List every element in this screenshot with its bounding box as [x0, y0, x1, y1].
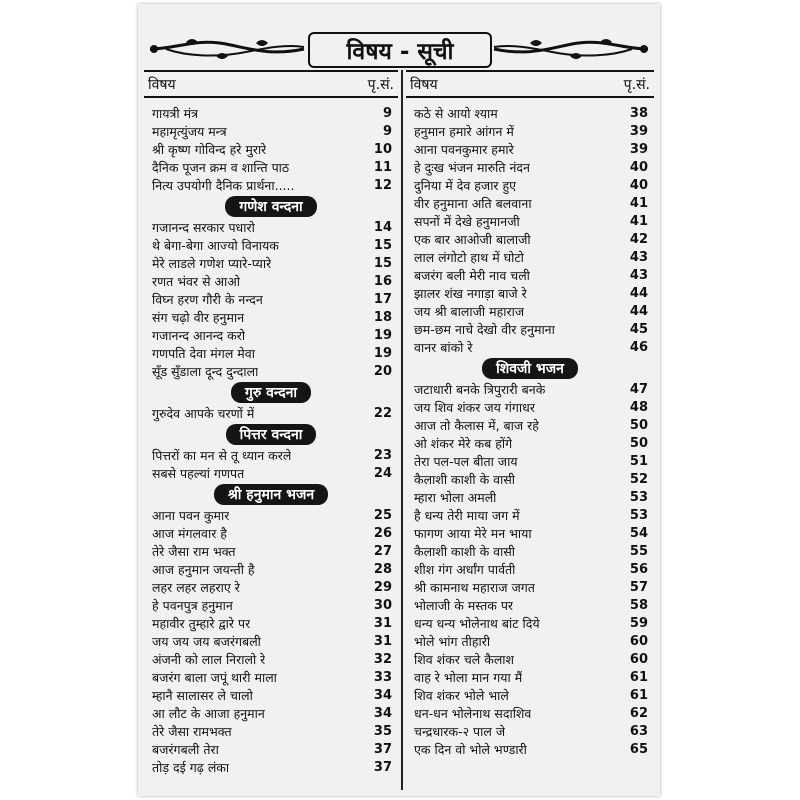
- entry-title: सूँड सुँडाला दून्द दुन्दाला: [152, 363, 259, 379]
- entry-title: रणत भंवर से आओ: [152, 273, 241, 289]
- entry-page-number: 53: [629, 507, 648, 523]
- entry-title: श्री कामनाथ महाराज जगत: [414, 579, 535, 595]
- entry-title: सबसे पहल्यां गणपत: [152, 465, 245, 481]
- entry-title: जय श्री बालाजी महाराज: [414, 303, 525, 319]
- toc-entry: [406, 338, 654, 356]
- toc-entry: [144, 704, 398, 722]
- right-entries: [406, 104, 654, 758]
- entry-page-number: 10: [373, 141, 392, 157]
- entry-title: जटाधारी बनके त्रिपुरारी बनके: [414, 381, 546, 397]
- entry-title: मेरे लाडले गणेश प्यारे-प्यारे: [152, 255, 272, 271]
- entry-title: नित्य उपयोगी दैनिक प्रार्थना.....: [152, 177, 295, 193]
- right-column-header: [406, 70, 654, 98]
- toc-entry: [406, 398, 654, 416]
- entry-title: आ लौट के आजा हनुमान: [152, 705, 265, 721]
- entry-title: म्हानै सालासर ले चालो: [152, 687, 253, 703]
- toc-entry: [144, 236, 398, 254]
- toc-entry: [144, 272, 398, 290]
- entry-page-number: 46: [629, 339, 648, 355]
- toc-entry: [406, 122, 654, 140]
- toc-entry: [144, 446, 398, 464]
- entry-title: हे दुःख भंजन मारुति नंदन: [414, 159, 530, 175]
- toc-entry: [144, 308, 398, 326]
- toc-entry: [144, 158, 398, 176]
- entry-title: गुरुदेव आपके चरणों में: [152, 405, 255, 421]
- toc-entry: [406, 416, 654, 434]
- right-column: [406, 70, 654, 790]
- entry-title: तेरे जैसा रामभक्त: [152, 723, 232, 739]
- entry-page-number: 22: [373, 405, 392, 421]
- toc-entry: [406, 176, 654, 194]
- toc-entry: [406, 194, 654, 212]
- entry-page-number: 40: [629, 177, 648, 193]
- toc-entry: [406, 650, 654, 668]
- entry-page-number: 28: [373, 561, 392, 577]
- entry-page-number: 9: [382, 123, 392, 139]
- entry-page-number: 50: [629, 435, 648, 451]
- entry-title: शीश गंग अर्धांग पार्वती: [414, 561, 516, 577]
- toc-entry: [406, 266, 654, 284]
- toc-entry: [406, 104, 654, 122]
- section-heading: [144, 195, 398, 217]
- entry-title: आज तो कैलास में, बाज रहे: [414, 417, 539, 433]
- book-page: [138, 4, 660, 796]
- entry-page-number: 51: [629, 453, 648, 469]
- entry-title: वीर हनुमाना अति बलवाना: [414, 195, 532, 211]
- entry-page-number: 29: [373, 579, 392, 595]
- section-heading: [406, 357, 654, 379]
- toc-entry: [144, 740, 398, 758]
- entry-title: सपनों में देखे हनुमानजी: [414, 213, 520, 229]
- toc-entry: [406, 614, 654, 632]
- toc-entry: [144, 122, 398, 140]
- toc-entry: [406, 470, 654, 488]
- entry-page-number: 12: [373, 177, 392, 193]
- entry-title: है धन्य तेरी माया जग में: [414, 507, 520, 523]
- entry-title: लाल लंगोटो हाथ में घोटो: [414, 249, 524, 265]
- entry-page-number: 15: [373, 237, 392, 253]
- toc-entry: [144, 686, 398, 704]
- entry-page-number: 33: [373, 669, 392, 685]
- entry-title: वानर बांको रे: [414, 339, 473, 355]
- entry-title: महावीर तुम्हारे द्वारे पर: [152, 615, 251, 631]
- entry-title: कठे से आयो श्याम: [414, 105, 498, 121]
- entry-title: शिव शंकर चले कैलाश: [414, 651, 515, 667]
- entry-title: गणपति देवा मंगल मेवा: [152, 345, 255, 361]
- entry-page-number: 37: [373, 759, 392, 775]
- entry-title: हनुमान हमारे आंगन में: [414, 123, 514, 139]
- entry-title: विघ्न हरण गौरी के नन्दन: [152, 291, 263, 307]
- column-divider: [401, 70, 403, 790]
- entry-page-number: 25: [373, 507, 392, 523]
- toc-entry: [406, 524, 654, 542]
- page-number-header: पृ.सं.: [367, 76, 394, 93]
- toc-entry: [144, 140, 398, 158]
- entry-page-number: 27: [373, 543, 392, 559]
- entry-page-number: 37: [373, 741, 392, 757]
- entry-title: जय जय जय बजरंगबली: [152, 633, 261, 649]
- left-column: [144, 70, 398, 790]
- entry-page-number: 19: [373, 327, 392, 343]
- toc-entry: [406, 158, 654, 176]
- entry-title: थे बेगा-बेगा आज्यो विनायक: [152, 237, 279, 253]
- title-wrap: [308, 32, 492, 68]
- entry-page-number: 11: [373, 159, 392, 175]
- toc-entry: [406, 320, 654, 338]
- toc-entry: [144, 254, 398, 272]
- entry-page-number: 30: [373, 597, 392, 613]
- entry-title: आज मंगलवार है: [152, 525, 227, 541]
- entry-title: धन्य धन्य भोलेनाथ बांट दिये: [414, 615, 540, 631]
- toc-entry: [144, 650, 398, 668]
- toc-entry: [144, 362, 398, 380]
- entry-title: तोड़ दई गढ़ लंका: [152, 759, 230, 775]
- entry-page-number: 41: [629, 195, 648, 211]
- entry-page-number: 14: [373, 219, 392, 235]
- entry-title: एक दिन वो भोले भण्डारी: [414, 741, 527, 757]
- entry-title: तेरे जैसा राम भक्त: [152, 543, 236, 559]
- entry-page-number: 47: [629, 381, 648, 397]
- entry-title: संग चढ़ो वीर हनुमान: [152, 309, 245, 325]
- entry-title: धन-धन भोलेनाथ सदाशिव: [414, 705, 532, 721]
- entry-page-number: 19: [373, 345, 392, 361]
- entry-page-number: 38: [629, 105, 648, 121]
- page-header: [138, 26, 660, 70]
- section-heading-label: शिवजी भजन: [482, 358, 578, 379]
- section-heading: [144, 483, 398, 505]
- left-entries: [144, 104, 398, 776]
- toc-entry: [406, 722, 654, 740]
- entry-page-number: 15: [373, 255, 392, 271]
- section-heading-label: पित्तर वन्दना: [226, 424, 317, 445]
- entry-page-number: 43: [629, 249, 648, 265]
- toc-entry: [144, 668, 398, 686]
- section-heading: [144, 381, 398, 403]
- entry-page-number: 18: [373, 309, 392, 325]
- right-flourish-ornament: [492, 34, 652, 64]
- toc-entry: [406, 284, 654, 302]
- toc-entry: [144, 176, 398, 194]
- toc-entry: [406, 686, 654, 704]
- toc-entry: [144, 524, 398, 542]
- entry-page-number: 57: [629, 579, 648, 595]
- section-heading: [144, 423, 398, 445]
- entry-page-number: 16: [373, 273, 392, 289]
- toc-entry: [406, 452, 654, 470]
- toc-entry: [406, 740, 654, 758]
- toc-entry: [144, 404, 398, 422]
- toc-entry: [406, 506, 654, 524]
- entry-title: कैलाशी काशी के वासी: [414, 471, 516, 487]
- entry-title: बजरंग बली मेरी नाव चली: [414, 267, 530, 283]
- entry-title: तेरा पल-पल बीता जाय: [414, 453, 518, 469]
- toc-entry: [144, 506, 398, 524]
- entry-title: हे पवनपुत्र हनुमान: [152, 597, 233, 613]
- entry-title: लहर लहर लहराए रे: [152, 579, 240, 595]
- toc-entry: [144, 290, 398, 308]
- entry-page-number: 61: [629, 669, 648, 685]
- entry-title: जय शिव शंकर जय गंगाधर: [414, 399, 535, 415]
- toc-entry: [406, 542, 654, 560]
- entry-page-number: 17: [373, 291, 392, 307]
- toc-entry: [406, 212, 654, 230]
- entry-page-number: 60: [629, 651, 648, 667]
- section-heading-label: गणेश वन्दना: [225, 196, 316, 217]
- entry-page-number: 31: [373, 633, 392, 649]
- contents-table: [144, 70, 654, 790]
- toc-entry: [144, 578, 398, 596]
- entry-title: गायत्री मंत्र: [152, 105, 199, 121]
- entry-title: श्री कृष्ण गोविन्द हरे मुरारे: [152, 141, 267, 157]
- toc-entry: [144, 218, 398, 236]
- entry-page-number: 34: [373, 687, 392, 703]
- entry-page-number: 65: [629, 741, 648, 757]
- toc-entry: [406, 434, 654, 452]
- entry-title: कैलाशी काशी के वासी: [414, 543, 516, 559]
- entry-page-number: 23: [373, 447, 392, 463]
- toc-entry: [144, 464, 398, 482]
- entry-page-number: 44: [629, 285, 648, 301]
- section-heading-label: श्री हनुमान भजन: [214, 484, 328, 505]
- toc-entry: [406, 578, 654, 596]
- entry-title: गजानन्द सरकार पधारो: [152, 219, 255, 235]
- entry-page-number: 44: [629, 303, 648, 319]
- entry-page-number: 54: [629, 525, 648, 541]
- toc-entry: [406, 668, 654, 686]
- entry-title: वाह रे भोला मान गया मैं: [414, 669, 523, 685]
- entry-title: अंजनी को लाल निरालो रे: [152, 651, 266, 667]
- entry-page-number: 39: [629, 123, 648, 139]
- subject-header: विषय: [410, 76, 438, 93]
- toc-entry: [144, 542, 398, 560]
- entry-title: छम-छम नाचे देखो वीर हनुमाना: [414, 321, 555, 337]
- entry-title: आना पवन कुमार: [152, 507, 230, 523]
- entry-title: भोलाजी के मस्तक पर: [414, 597, 514, 613]
- entry-page-number: 26: [373, 525, 392, 541]
- entry-page-number: 32: [373, 651, 392, 667]
- entry-title: भोले भांग तीहारी: [414, 633, 491, 649]
- entry-page-number: 59: [629, 615, 648, 631]
- toc-entry: [144, 722, 398, 740]
- entry-page-number: 50: [629, 417, 648, 433]
- toc-entry: [144, 560, 398, 578]
- entry-title: आना पवनकुमार हमारे: [414, 141, 514, 157]
- entry-title: आज हनुमान जयन्ती है: [152, 561, 255, 577]
- entry-page-number: 48: [629, 399, 648, 415]
- entry-page-number: 24: [373, 465, 392, 481]
- entry-page-number: 56: [629, 561, 648, 577]
- entry-title: म्हारा भोला अमली: [414, 489, 497, 505]
- entry-page-number: 35: [373, 723, 392, 739]
- toc-entry: [144, 758, 398, 776]
- toc-entry: [406, 704, 654, 722]
- toc-entry: [406, 140, 654, 158]
- entry-title: महामृत्युंजय मन्त्र: [152, 123, 227, 139]
- entry-page-number: 31: [373, 615, 392, 631]
- toc-entry: [406, 632, 654, 650]
- toc-entry: [144, 326, 398, 344]
- entry-page-number: 41: [629, 213, 648, 229]
- page-number-header: पृ.सं.: [623, 76, 650, 93]
- toc-entry: [406, 596, 654, 614]
- toc-entry: [144, 104, 398, 122]
- entry-page-number: 9: [382, 105, 392, 121]
- toc-entry: [144, 614, 398, 632]
- entry-page-number: 40: [629, 159, 648, 175]
- page-title: विषय - सूची: [308, 32, 492, 68]
- entry-page-number: 63: [629, 723, 648, 739]
- toc-entry: [406, 248, 654, 266]
- entry-title: ओ शंकर मेरे कब होंगे: [414, 435, 513, 451]
- toc-entry: [406, 302, 654, 320]
- left-flourish-ornament: [146, 34, 306, 64]
- entry-page-number: 55: [629, 543, 648, 559]
- entry-page-number: 45: [629, 321, 648, 337]
- entry-title: पित्तरों का मन से तू ध्यान करले: [152, 447, 292, 463]
- entry-page-number: 34: [373, 705, 392, 721]
- entry-page-number: 43: [629, 267, 648, 283]
- entry-page-number: 42: [629, 231, 648, 247]
- entry-page-number: 58: [629, 597, 648, 613]
- entry-page-number: 53: [629, 489, 648, 505]
- toc-entry: [144, 344, 398, 362]
- subject-header: विषय: [148, 76, 176, 93]
- entry-page-number: 39: [629, 141, 648, 157]
- section-heading-label: गुरु वन्दना: [231, 382, 311, 403]
- toc-entry: [406, 380, 654, 398]
- entry-title: दैनिक पूजन क्रम व शान्ति पाठ: [152, 159, 290, 175]
- entry-page-number: 20: [373, 363, 392, 379]
- toc-entry: [406, 488, 654, 506]
- entry-title: चन्द्रधारक-२ पाल जे: [414, 723, 506, 739]
- entry-title: बजरंगबली तेरा: [152, 741, 219, 757]
- entry-page-number: 52: [629, 471, 648, 487]
- entry-title: दुनिया में देव हजार हुए: [414, 177, 517, 193]
- toc-entry: [406, 560, 654, 578]
- entry-title: एक बार आओजी बालाजी: [414, 231, 531, 247]
- entry-title: फागण आया मेरे मन भाया: [414, 525, 532, 541]
- entry-page-number: 62: [629, 705, 648, 721]
- toc-entry: [406, 230, 654, 248]
- left-column-header: [144, 70, 398, 98]
- entry-title: झालर शंख नगाड़ा बाजे रे: [414, 285, 527, 301]
- entry-page-number: 61: [629, 687, 648, 703]
- toc-entry: [144, 596, 398, 614]
- entry-title: गजानन्द आनन्द करो: [152, 327, 246, 343]
- toc-entry: [144, 632, 398, 650]
- entry-title: शिव शंकर भोले भाले: [414, 687, 509, 703]
- entry-page-number: 60: [629, 633, 648, 649]
- entry-title: बजरंग बाला जपूं थारी माला: [152, 669, 277, 685]
